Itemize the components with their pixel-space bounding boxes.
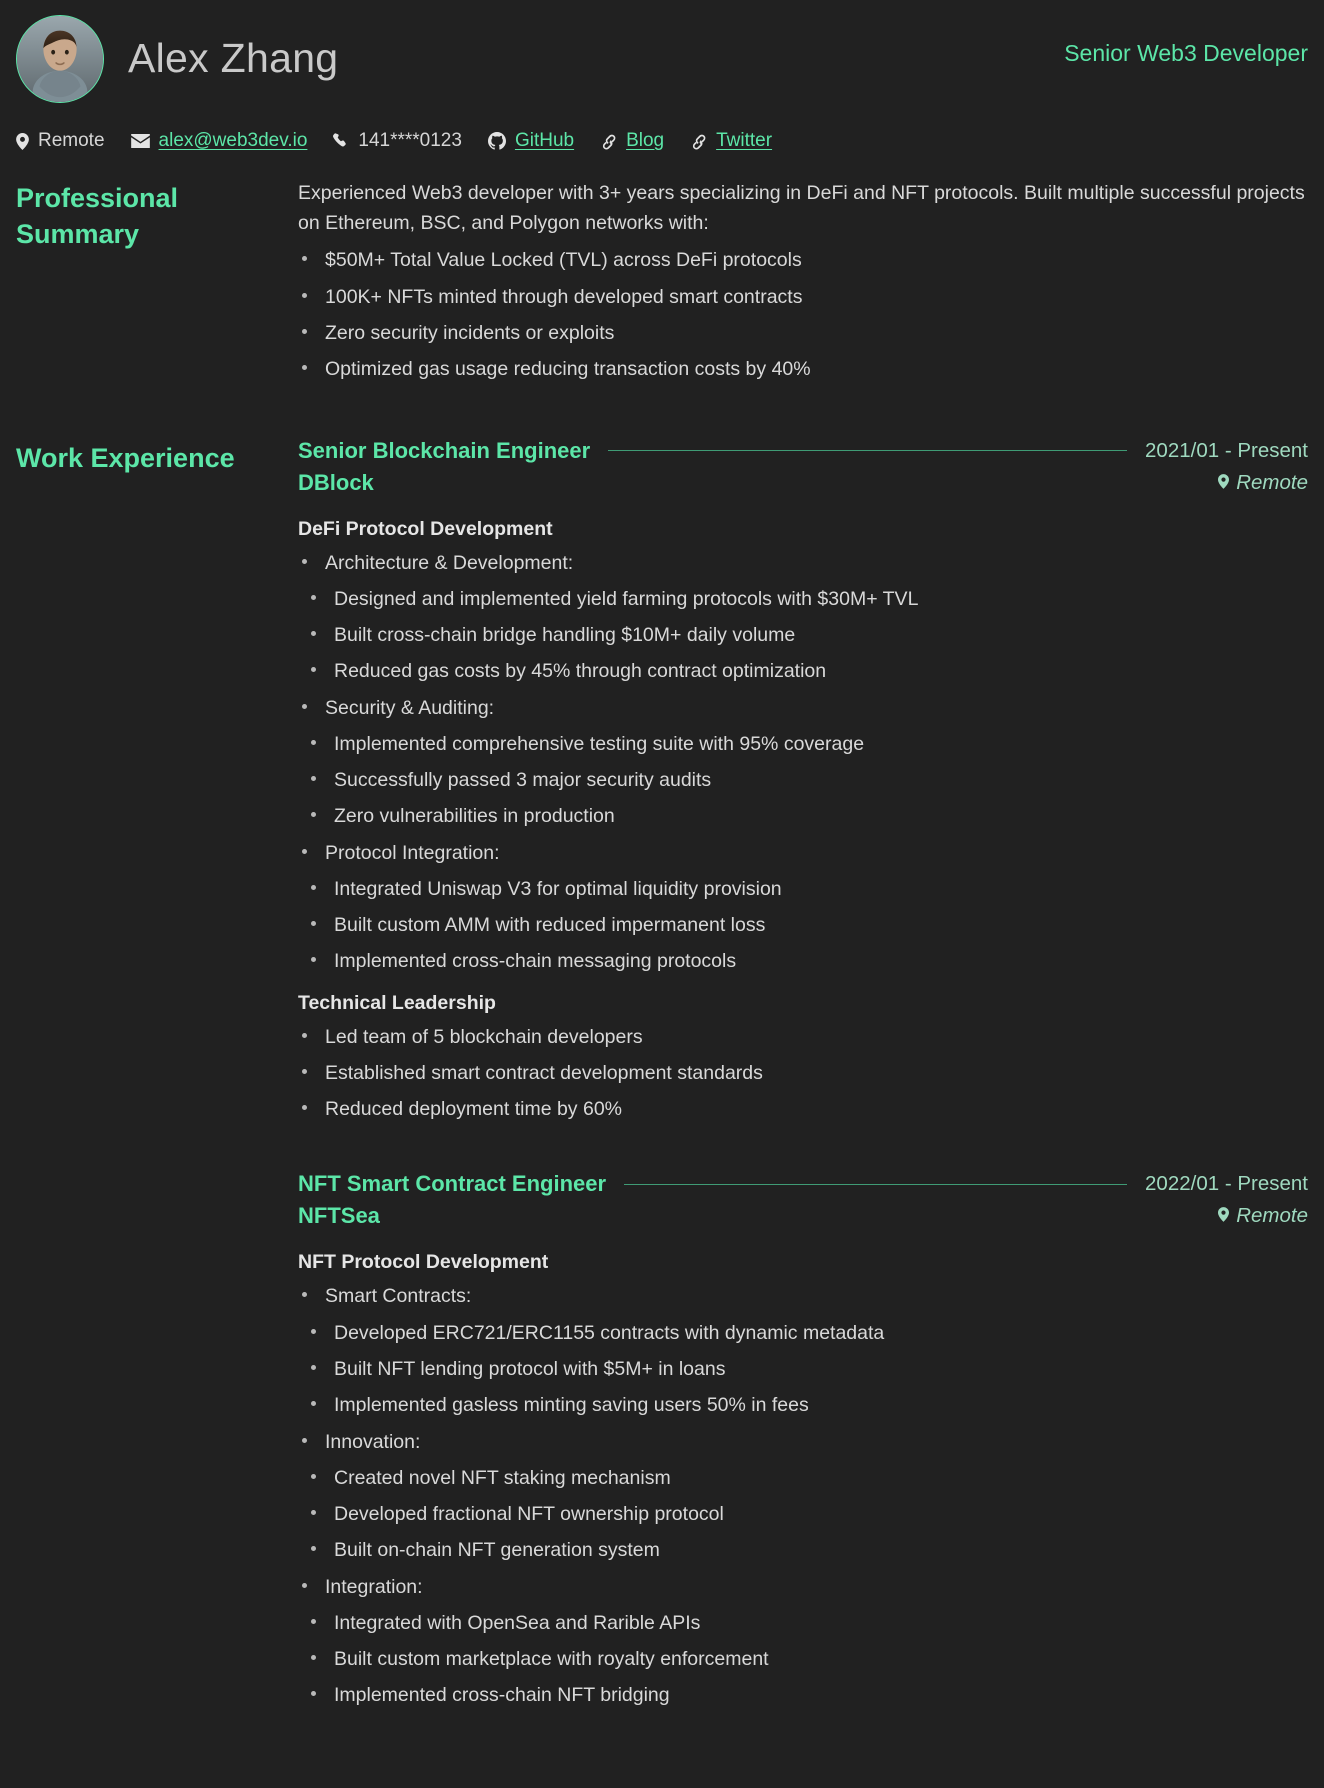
avatar [16,15,104,103]
resume-header [16,0,1308,110]
section-professional-summary [16,178,1308,404]
list-item: Built NFT lending protocol with $5M+ in loans [298,1351,1308,1387]
job-group-title: DeFi Protocol Development [298,517,553,540]
job-role: NFT Smart Contract Engineer [298,1171,607,1197]
job-headline [298,438,1308,464]
list-item: Integrated Uniswap V3 for optimal liquidity provision [298,871,1308,907]
list-item: Implemented comprehensive testing suite with 95% coverage [298,726,1308,762]
location-pin-icon [1218,471,1229,495]
summary-bullet-list [298,242,1308,387]
contact-twitter-link[interactable]: Twitter [716,130,773,151]
list-item: Security & Auditing: [298,690,1308,726]
job-headline [298,1171,1308,1197]
location-pin-icon [1218,1204,1229,1228]
section-work-experience [16,438,1308,1736]
contact-blog-link[interactable]: Blog [626,130,665,151]
job-group-title: NFT Protocol Development [298,1251,549,1274]
list-item: Integration: [298,1569,1308,1605]
section-title-summary: Professional Summary [16,183,179,250]
job-divider-rule [608,450,1127,451]
list-item: Built on-chain NFT generation system [298,1532,1308,1568]
job-date: 2021/01 - Present [1145,438,1308,462]
link-icon [690,133,707,150]
list-item: Built cross-chain bridge handling $10M+ daily volume [298,617,1308,653]
job-company: DBlock [298,469,374,495]
list-item: Implemented cross-chain messaging protocols [298,943,1308,979]
contact-phone-text: 141****0123 [358,130,462,151]
contact-bar [16,110,1308,178]
job-entry [298,438,1308,1134]
job-subline [298,1203,1308,1229]
job-location [1218,471,1308,495]
list-item: Successfully passed 3 major security audits [298,762,1308,798]
page-title: Alex Zhang [128,35,339,82]
list-item: Integrated with OpenSea and Rarible APIs [298,1605,1308,1641]
list-item: Optimized gas usage reducing transaction costs by 40% [298,351,1308,387]
job-date: 2022/01 - Present [1145,1172,1308,1196]
list-item: Implemented cross-chain NFT bridging [298,1677,1308,1713]
list-item: Built custom marketplace with royalty enforcement [298,1641,1308,1677]
job-bullet-list [298,1019,1308,1128]
list-item: Developed ERC721/ERC1155 contracts with dynamic metadata [298,1315,1308,1351]
contact-item-location [16,130,105,152]
job-group-title: Technical Leadership [298,991,496,1014]
list-item: Architecture & Development: [298,545,1308,581]
list-item: Designed and implemented yield farming protocols with $30M+ TVL [298,581,1308,617]
list-item: Developed fractional NFT ownership protocol [298,1496,1308,1532]
header-job-title: Senior Web3 Developer [1064,40,1308,66]
list-item: Led team of 5 blockchain developers [298,1019,1308,1055]
list-item: Protocol Integration: [298,835,1308,871]
job-role: Senior Blockchain Engineer [298,437,591,463]
section-spacer [16,404,1308,438]
job-location [1218,1204,1308,1228]
phone-icon [333,133,349,150]
list-item: Reduced gas costs by 45% through contract optimization [298,653,1308,689]
contact-item-twitter[interactable] [690,130,772,152]
envelope-icon [131,134,150,148]
job-subline [298,470,1308,496]
contact-email-link[interactable]: alex@web3dev.io [158,130,308,151]
location-pin-icon [16,133,29,150]
job-entry [298,1133,1308,1719]
list-item: Created novel NFT staking mechanism [298,1460,1308,1496]
job-company: NFTSea [298,1203,380,1229]
list-item: Built custom AMM with reduced impermanent loss [298,907,1308,943]
list-item: Implemented gasless minting saving users 50% in fees [298,1387,1308,1423]
list-item: $50M+ Total Value Locked (TVL) across DeFi protocols [298,242,1308,278]
job-location-text: Remote [1236,470,1308,494]
contact-item-github[interactable] [488,130,574,152]
list-item: Innovation: [298,1424,1308,1460]
summary-paragraph: Experienced Web3 developer with 3+ years specializing in DeFi and NFT protocols. Built multiple successful projects on Ethereum, BSC, and Polygon networks with: [298,182,1305,235]
contact-item-blog[interactable] [600,130,664,152]
contact-location-text: Remote [38,130,105,151]
list-item: 100K+ NFTs minted through developed smart contracts [298,279,1308,315]
avatar-photo-icon [17,16,103,102]
contact-item-email[interactable] [131,130,308,152]
work-body [298,438,1308,1720]
job-bullet-list [298,545,1308,980]
list-item: Smart Contracts: [298,1278,1308,1314]
link-icon [600,133,617,150]
job-bullet-list [298,1278,1308,1713]
list-item: Zero security incidents or exploits [298,315,1308,351]
summary-body [298,178,1308,388]
contact-item-phone [333,130,462,152]
list-item: Established smart contract development standards [298,1055,1308,1091]
job-divider-rule [624,1184,1127,1185]
contact-github-link[interactable]: GitHub [514,130,575,151]
job-location-text: Remote [1236,1204,1308,1228]
list-item: Reduced deployment time by 60% [298,1091,1308,1127]
section-title-work: Work Experience [16,442,235,473]
list-item: Zero vulnerabilities in production [298,798,1308,834]
github-icon [488,132,506,150]
